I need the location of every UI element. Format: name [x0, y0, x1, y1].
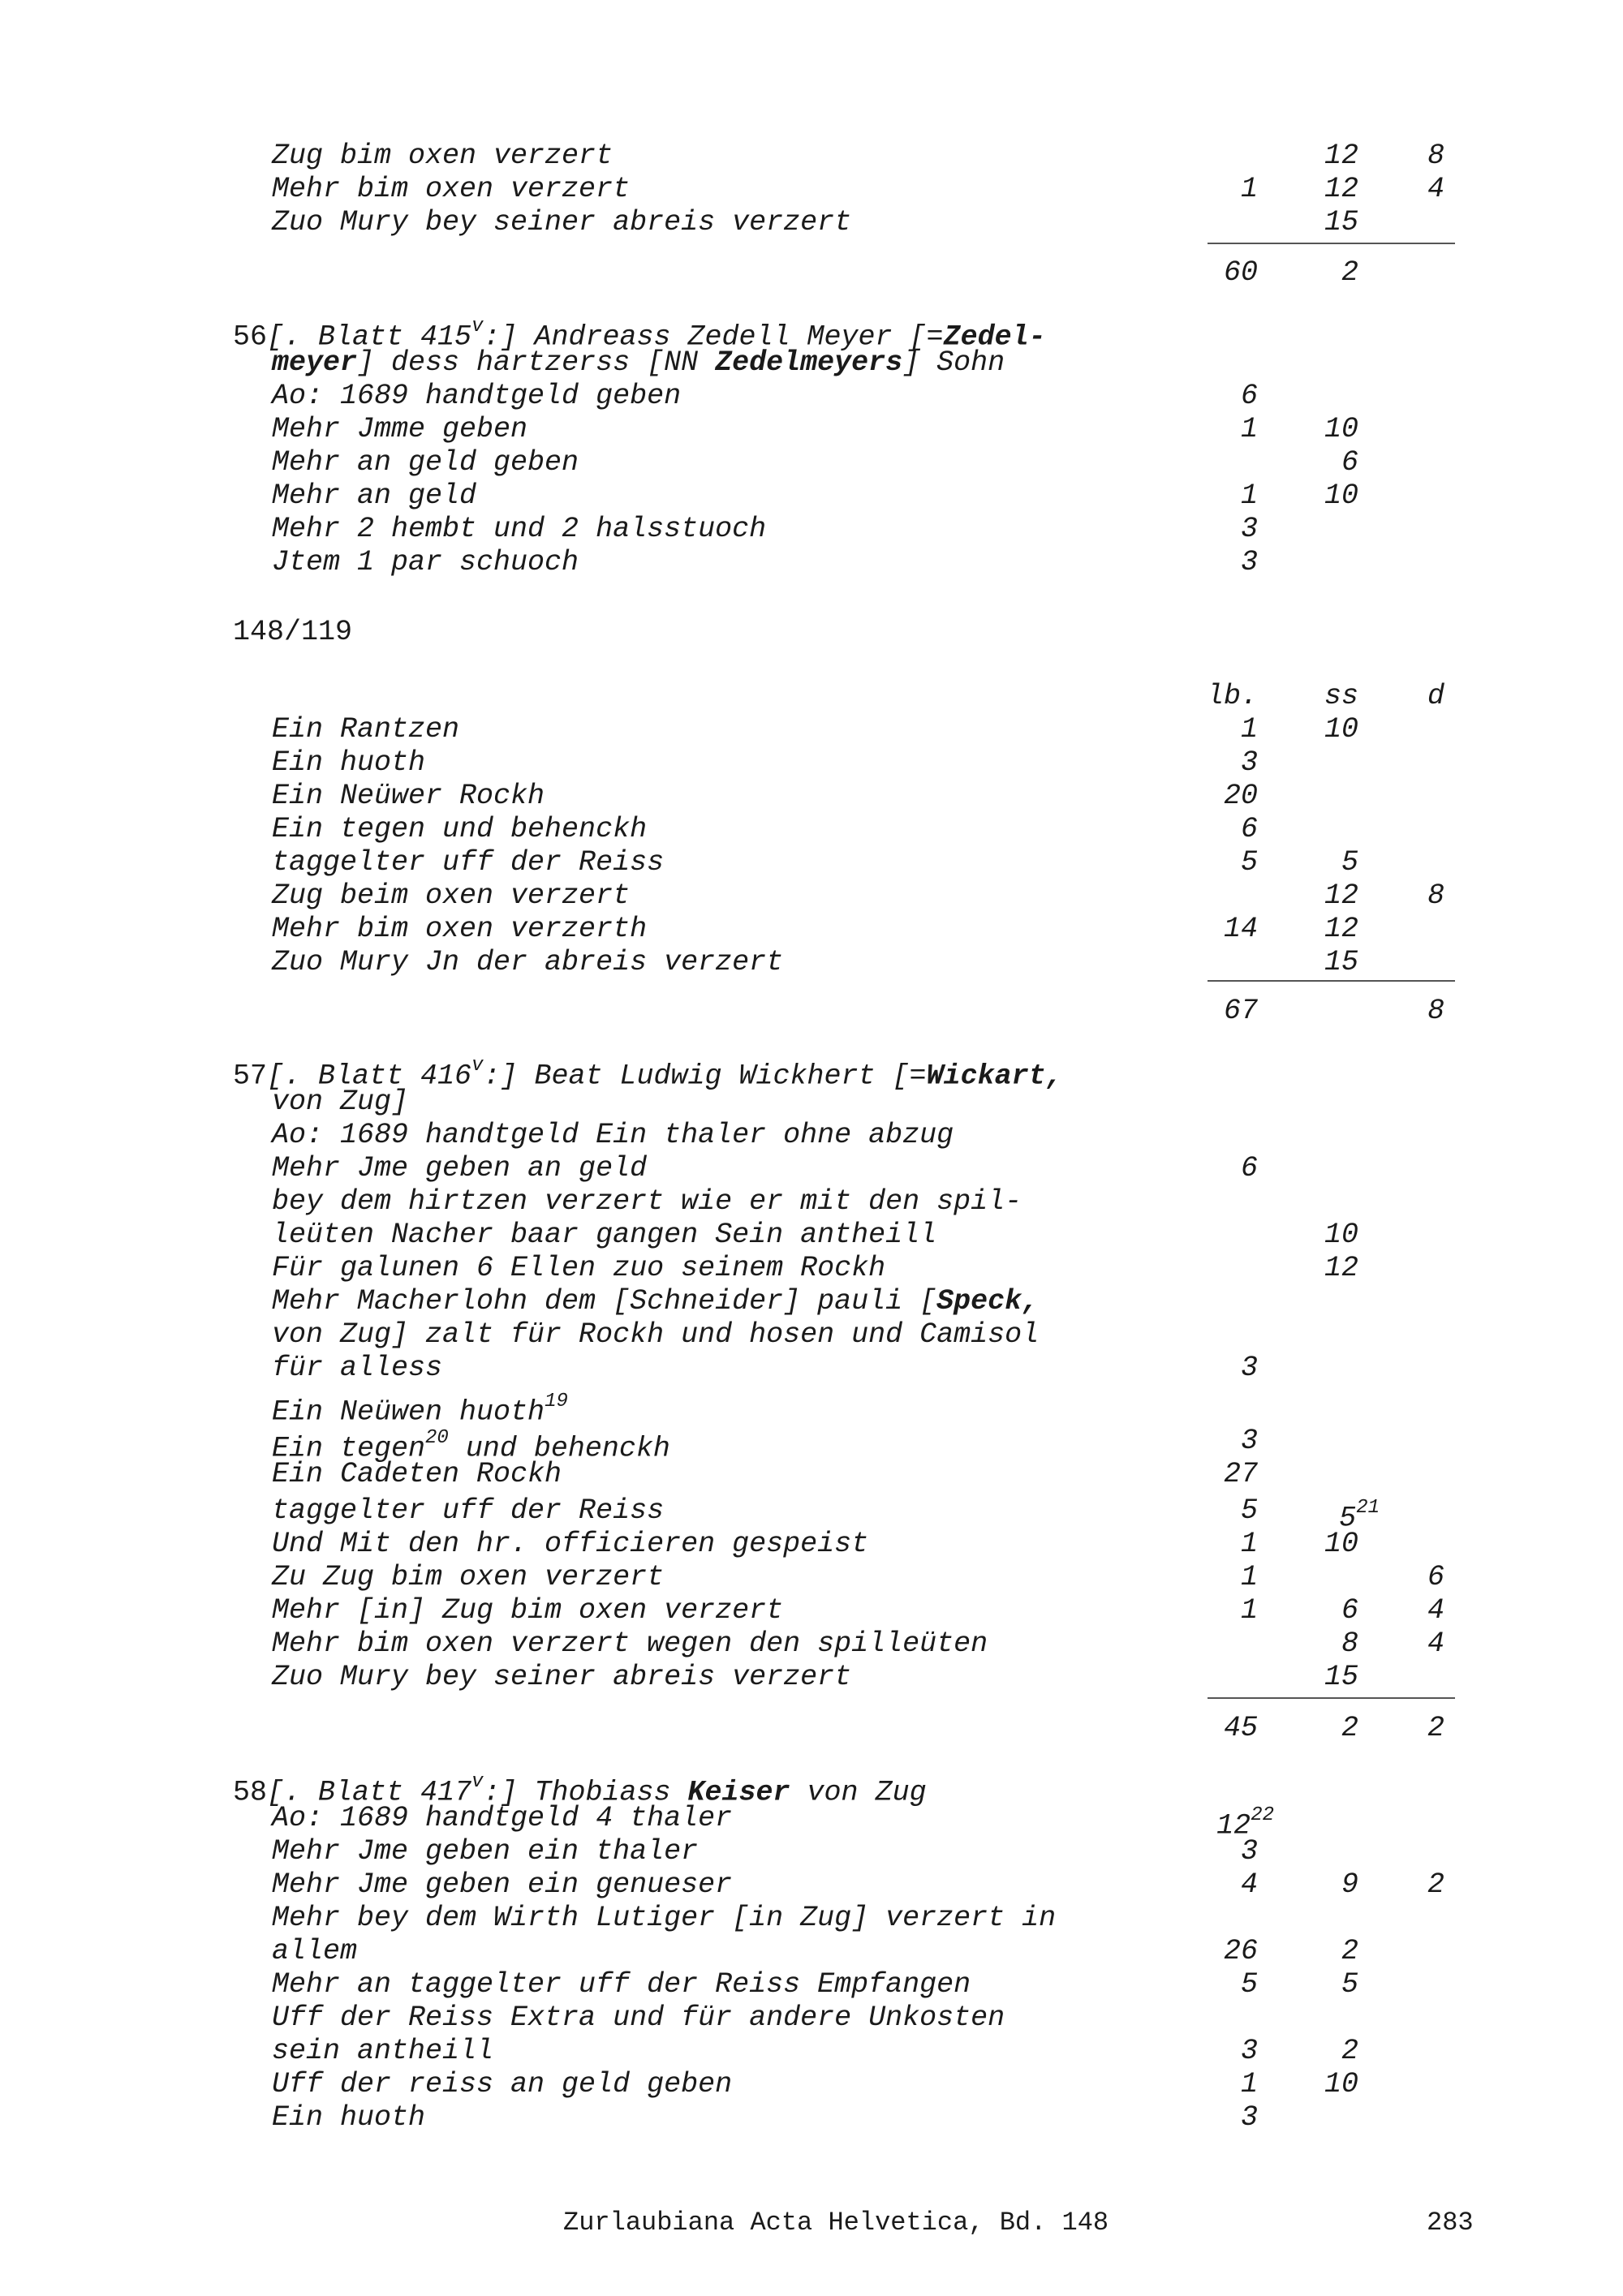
footnote-ref: 22: [1251, 1804, 1274, 1826]
ledger-row: Für galunen 6 Ellen zuo seinem Rockh 12: [272, 1252, 1358, 1284]
ledger-row: Zuo Mury Jn der abreis verzert 15: [272, 946, 1358, 978]
entry-heading: 56[. Blatt 415$^v$:] Andreass Zedell Meyer [=Zedel-: [233, 316, 1046, 354]
ledger-row: Mehr bim oxen verzert 1 12 4: [272, 173, 1444, 205]
ledger-row: leüten Nacher baar gangen Sein antheill 10: [272, 1219, 1358, 1251]
ledger-row: Ein Neüwen huoth$^{19}$: [272, 1391, 568, 1429]
ledger-row: Zuo Mury bey seiner abreis verzert 15: [272, 1661, 1358, 1693]
entry-heading: 58[. Blatt 417$^v$:] Thobiass Keiser von Zug: [233, 1771, 927, 1809]
ledger-row: Jtem 1 par schuoch 3: [272, 546, 1258, 578]
sum-rule: [1208, 243, 1455, 244]
ledger-row: sein antheill 3 2: [272, 2035, 1358, 2067]
ledger-row: Ein Cadeten Rockh 27: [272, 1458, 1258, 1490]
footnote-ref: 19: [545, 1391, 568, 1412]
ledger-row: allem 26 2: [272, 1935, 1358, 1967]
entry-heading-line2: meyer] dess hartzerss [NN Zedelmeyers] Sohn: [272, 346, 1005, 379]
units-header: lb. ss d: [1206, 680, 1444, 712]
sum-rule: [1208, 1697, 1455, 1699]
ledger-row: Ao: 1689 handtgeld Ein thaler ohne abzug: [272, 1119, 954, 1151]
entry-heading: 57[. Blatt 416$^v$:] Beat Ludwig Wickhert [=Wickart,: [233, 1055, 1063, 1093]
ledger-row: Ao: 1689 handtgeld 4 thaler $12^{22}$: [272, 1802, 1274, 1842]
page-reference: 148/119: [233, 616, 353, 648]
ledger-row: taggelter uff der Reiss 5 $5^{21}$: [272, 1494, 1380, 1535]
ledger-row: taggelter uff der Reiss 5 5: [272, 846, 1358, 879]
ledger-row: Uff der Reiss Extra und für andere Unkosten: [272, 2001, 1005, 2034]
ledger-row: Ao: 1689 handtgeld geben 6: [272, 380, 1258, 412]
ledger-row: Mehr bim oxen verzert wegen den spilleüten 8 4: [272, 1627, 1444, 1660]
ledger-row: Und Mit den hr. officieren gespeist 1 10: [272, 1528, 1358, 1560]
ledger-row: Ein tegen$^{20}$ und behenckh 3: [272, 1425, 1258, 1465]
ledger-row: Ein huoth 3: [272, 2101, 1258, 2134]
ledger-row: Ein Neüwer Rockh 20: [272, 780, 1258, 812]
ledger-row: Ein huoth 3: [272, 746, 1258, 779]
footnote-ref: 21: [1356, 1497, 1380, 1519]
ledger-row: Ein Rantzen 1 10: [272, 713, 1358, 746]
ledger-row: Mehr [in] Zug bim oxen verzert 1 6 4: [272, 1594, 1444, 1627]
ledger-row: Mehr an taggelter uff der Reiss Empfangen 5 5: [272, 1968, 1358, 2001]
ledger-row: Uff der reiss an geld geben 1 10: [272, 2068, 1358, 2100]
ledger-row: Mehr an geld geben 6: [272, 446, 1358, 479]
ledger-row: Mehr Macherlohn dem [Schneider] pauli [Speck,: [272, 1285, 1040, 1318]
entry-heading-line2: von Zug]: [272, 1086, 409, 1118]
total-row: 60 2: [1223, 256, 1358, 289]
ledger-row: Zu Zug bim oxen verzert 1 6: [272, 1561, 1444, 1593]
ledger-row: Ein tegen und behenckh 6: [272, 813, 1258, 845]
footnote-ref: 20: [425, 1427, 449, 1449]
ledger-row: von Zug] zalt für Rockh und hosen und Camisol: [272, 1318, 1040, 1351]
ledger-row: Mehr bey dem Wirth Lutiger [in Zug] verzert in: [272, 1902, 1057, 1934]
ledger-row: Zuo Mury bey seiner abreis verzert 15: [272, 206, 1358, 239]
ledger-row: Mehr Jme geben an geld 6: [272, 1152, 1258, 1185]
ledger-row: Zug beim oxen verzert 12 8: [272, 879, 1444, 912]
total-row: 45 2 2: [1223, 1712, 1444, 1744]
ledger-row: Mehr an geld 1 10: [272, 479, 1358, 512]
ledger-row: Mehr bim oxen verzerth 14 12: [272, 913, 1358, 945]
ledger-row: Mehr Jmme geben 1 10: [272, 413, 1358, 445]
ledger-row: Zug bim oxen verzert 12 8: [272, 140, 1444, 172]
ledger-row: für alless 3: [272, 1352, 1258, 1384]
ledger-row: Mehr Jme geben ein thaler 3: [272, 1835, 1258, 1868]
ledger-row: bey dem hirtzen verzert wie er mit den spil-: [272, 1185, 1022, 1218]
ledger-row: Mehr Jme geben ein genueser 4 9 2: [272, 1868, 1444, 1901]
total-row: 67 8: [1223, 995, 1444, 1027]
sum-rule: [1208, 980, 1455, 982]
page-number: 283: [1427, 2208, 1474, 2238]
ledger-row: Mehr 2 hembt und 2 halsstuoch 3: [272, 513, 1258, 545]
footer-source: Zurlaubiana Acta Helvetica, Bd. 148: [563, 2208, 1109, 2238]
